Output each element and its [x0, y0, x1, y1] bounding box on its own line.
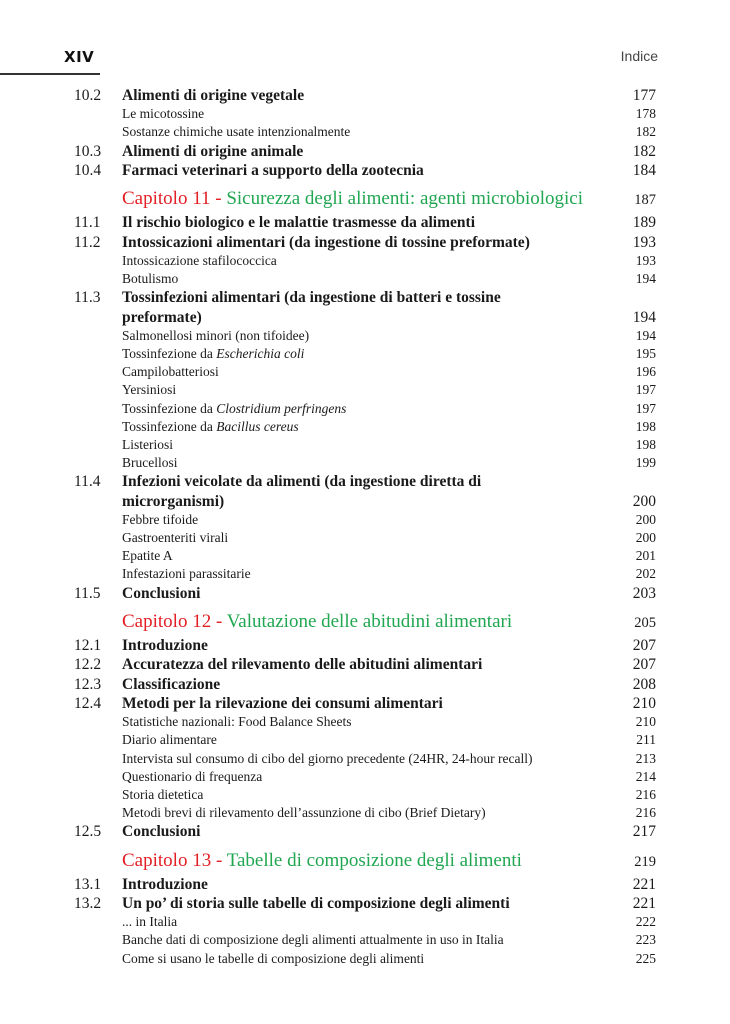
toc-entry-sec: [74, 822, 656, 841]
entry-page: 182: [632, 142, 656, 160]
entry-page: 187: [634, 192, 656, 209]
toc-entry-cont: [74, 492, 656, 511]
entry-title: Alimenti di origine animale: [122, 142, 304, 160]
toc-entry-sub: [74, 804, 656, 822]
entry-title: [122, 418, 596, 436]
entry-title: Gastroenteriti virali: [122, 530, 229, 546]
entry-title: Questionario di frequenza: [122, 768, 263, 784]
entry-title: Intervista sul consumo di cibo del giorno precedente (24HR, 24-hour recall): [122, 750, 533, 766]
entry-title: Conclusioni: [122, 823, 201, 841]
entry-page: 203: [632, 584, 656, 602]
entry-title: Accuratezza del rilevamento delle abitudini alimentari: [122, 656, 483, 674]
entry-page: 196: [635, 364, 656, 380]
entry-title: Banche dati di composizione degli alimenti attualmente in uso in Italia: [122, 932, 504, 948]
chapter-title: Sicurezza degli alimenti: agenti microbiologici: [226, 188, 583, 210]
entry-page: 221: [632, 894, 656, 912]
toc-entry-sub: [74, 547, 656, 565]
toc-entry-sec: [74, 161, 656, 180]
entry-page: 189: [632, 214, 656, 232]
entry-number: 11.1: [74, 214, 101, 232]
entry-page: 200: [635, 530, 656, 546]
entry-title: microrganismi): [122, 492, 225, 510]
toc-entry-sub: [74, 436, 656, 454]
entry-page: 201: [635, 548, 656, 564]
entry-page: 225: [635, 950, 656, 966]
entry-page: 207: [632, 636, 656, 654]
toc-entry-cont: [74, 308, 656, 327]
entry-title: Salmonellosi minori (non tifoidee): [122, 327, 310, 343]
entry-title: Listeriosi: [122, 436, 173, 452]
entry-page: 184: [632, 161, 656, 179]
entry-page: 195: [635, 346, 656, 362]
entry-page: 197: [635, 400, 656, 416]
entry-page: 216: [635, 805, 656, 821]
entry-title: Tossinfezioni alimentari (da ingestione di batteri e tossine: [122, 289, 501, 307]
entry-page: 194: [632, 308, 656, 326]
toc-entry-sub: [74, 713, 656, 731]
toc-entry-sub: [74, 252, 656, 270]
toc-entry-sec: [74, 288, 656, 307]
entry-page: 202: [635, 566, 656, 582]
entry-title: ... in Italia: [122, 914, 178, 930]
toc-entry-sub: [74, 511, 656, 529]
entry-page: 211: [636, 732, 656, 748]
toc-entry-sub: [74, 363, 656, 381]
entry-title: Intossicazioni alimentari (da ingestione di tossine preformate): [122, 233, 530, 251]
entry-page: 197: [635, 382, 656, 398]
entry-title: Yersiniosi: [122, 382, 177, 398]
entry-page: 223: [635, 932, 656, 948]
toc-entry-sec: [74, 213, 656, 232]
entry-title: Febbre tifoide: [122, 511, 199, 527]
entry-title: Infestazioni parassitarie: [122, 566, 251, 582]
entry-page: 194: [635, 271, 656, 287]
toc-entry-sub: [74, 418, 656, 436]
entry-title: Infezioni veicolate da alimenti (da ingestione diretta di: [122, 473, 482, 491]
entry-number: 12.5: [74, 823, 102, 841]
entry-title: Le micotossine: [122, 106, 205, 122]
toc-entry-sec: [74, 86, 656, 105]
entry-page: 208: [632, 675, 656, 693]
entry-text: Tossinfezione da: [122, 346, 217, 362]
entry-page: 193: [635, 252, 656, 268]
chapter-title: Valutazione delle abitudini alimentari: [226, 610, 513, 632]
toc-entry-cap: [74, 842, 656, 875]
entry-page: 199: [635, 455, 656, 471]
entry-number: 11.5: [74, 584, 101, 602]
chapter-label: Capitolo 13 -: [122, 849, 227, 871]
entry-number: 10.3: [74, 142, 102, 160]
entry-page: 214: [635, 768, 656, 784]
toc-entry-sec: [74, 875, 656, 894]
entry-page: 198: [635, 436, 656, 452]
chapter-label: Capitolo 12 -: [122, 610, 227, 632]
entry-title: Metodi brevi di rilevamento dell’assunzione di cibo (Brief Dietary): [122, 805, 486, 821]
page-number: XIV: [64, 48, 95, 66]
entry-page: 177: [632, 87, 656, 104]
entry-page: 182: [635, 124, 656, 140]
entry-title: Come si usano le tabelle di composizione degli alimenti: [122, 950, 425, 966]
entry-title: [122, 846, 596, 875]
toc-entry-sec: [74, 675, 656, 694]
toc-entry-sec: [74, 142, 656, 161]
entry-page: 205: [634, 614, 656, 631]
entry-title: Epatite A: [122, 548, 173, 564]
toc-entry-sub: [74, 750, 656, 768]
entry-page: 193: [632, 233, 656, 251]
entry-number: 10.2: [74, 87, 102, 104]
toc-entry-sub: [74, 270, 656, 288]
toc-entry-sec: [74, 584, 656, 603]
toc-entry-sec: [74, 472, 656, 491]
entry-italic-text: Clostridium perfringens: [216, 400, 347, 416]
entry-page: 222: [635, 914, 656, 930]
toc-entry-sub: [74, 381, 656, 399]
entry-title: [122, 607, 596, 636]
entry-page: 210: [635, 714, 656, 730]
toc-entry-sub: [74, 327, 656, 345]
entry-title: preformate): [122, 308, 202, 326]
entry-title: Intossicazione stafilococcica: [122, 252, 277, 268]
entry-number: 11.4: [74, 473, 101, 491]
entry-number: 12.4: [74, 694, 102, 712]
entry-page: 198: [635, 418, 656, 434]
entry-title: Il rischio biologico e le malattie trasmesse da alimenti: [122, 214, 475, 232]
toc-entry-sec: [74, 694, 656, 713]
toc-entry-sub: [74, 731, 656, 749]
toc-entry-cap: [74, 180, 656, 213]
entry-title: Storia dietetica: [122, 786, 204, 802]
entry-number: 11.3: [74, 289, 101, 307]
entry-title: Diario alimentare: [122, 732, 217, 748]
entry-page: 221: [632, 875, 656, 893]
entry-number: 12.3: [74, 675, 102, 693]
entry-page: 178: [635, 106, 656, 122]
entry-title: Campilobatteriosi: [122, 364, 219, 380]
toc-entry-sub: [74, 786, 656, 804]
header-rule: [0, 73, 100, 75]
entry-title: Un po’ di storia sulle tabelle di composizione degli alimenti: [122, 894, 510, 912]
toc-entry-sub: [74, 950, 656, 968]
entry-number: 13.2: [74, 894, 102, 912]
table-of-contents: [74, 86, 656, 968]
toc-entry-sub: [74, 454, 656, 472]
chapter-label: Capitolo 11 -: [122, 188, 227, 210]
entry-page: 219: [634, 853, 656, 870]
entry-page: 200: [635, 511, 656, 527]
page-header: [0, 0, 730, 80]
chapter-title: Tabelle di composizione degli alimenti: [226, 849, 522, 871]
toc-entry-sec: [74, 655, 656, 674]
toc-entry-sec: [74, 894, 656, 913]
entry-title: Alimenti di origine vegetale: [122, 87, 305, 104]
entry-title: Farmaci veterinari a supporto della zootecnia: [122, 161, 424, 179]
entry-title: Introduzione: [122, 875, 208, 893]
entry-page: 207: [632, 656, 656, 674]
toc-entry-sub: [74, 345, 656, 363]
entry-page: 217: [632, 823, 656, 841]
entry-title: [122, 400, 596, 418]
entry-number: 13.1: [74, 875, 102, 893]
toc-entry-sub: [74, 123, 656, 141]
section-title: Indice: [620, 48, 658, 64]
toc-entry-sub: [74, 931, 656, 949]
entry-page: 213: [635, 750, 656, 766]
toc-entry-sub: [74, 529, 656, 547]
entry-title: [122, 345, 596, 363]
entry-title: Botulismo: [122, 271, 179, 287]
entry-title: Introduzione: [122, 636, 208, 654]
entry-italic-text: Bacillus cereus: [216, 418, 299, 434]
entry-title: Metodi per la rilevazione dei consumi alimentari: [122, 694, 443, 712]
entry-italic-text: Escherichia coli: [216, 346, 305, 362]
entry-number: 12.1: [74, 636, 102, 654]
entry-page: 194: [635, 327, 656, 343]
toc-entry-sub: [74, 768, 656, 786]
entry-number: 10.4: [74, 161, 102, 179]
toc-entry-sec: [74, 636, 656, 655]
entry-text: Tossinfezione da: [122, 418, 217, 434]
entry-title: [122, 184, 596, 213]
entry-title: Conclusioni: [122, 584, 201, 602]
entry-text: Tossinfezione da: [122, 400, 217, 416]
entry-page: 216: [635, 786, 656, 802]
toc-entry-sec: [74, 233, 656, 252]
entry-number: 12.2: [74, 656, 102, 674]
entry-number: 11.2: [74, 233, 101, 251]
entry-page: 210: [632, 694, 656, 712]
entry-title: Classificazione: [122, 675, 221, 693]
toc-entry-sub: [74, 565, 656, 583]
toc-entry-sub: [74, 400, 656, 418]
entry-page: 200: [632, 492, 656, 510]
entry-title: Statistiche nazionali: Food Balance Sheets: [122, 714, 352, 730]
toc-entry-sub: [74, 913, 656, 931]
entry-title: Brucellosi: [122, 455, 178, 471]
toc-entry-sub: [74, 105, 656, 123]
toc-entry-cap: [74, 603, 656, 636]
entry-title: Sostanze chimiche usate intenzionalmente: [122, 124, 351, 140]
